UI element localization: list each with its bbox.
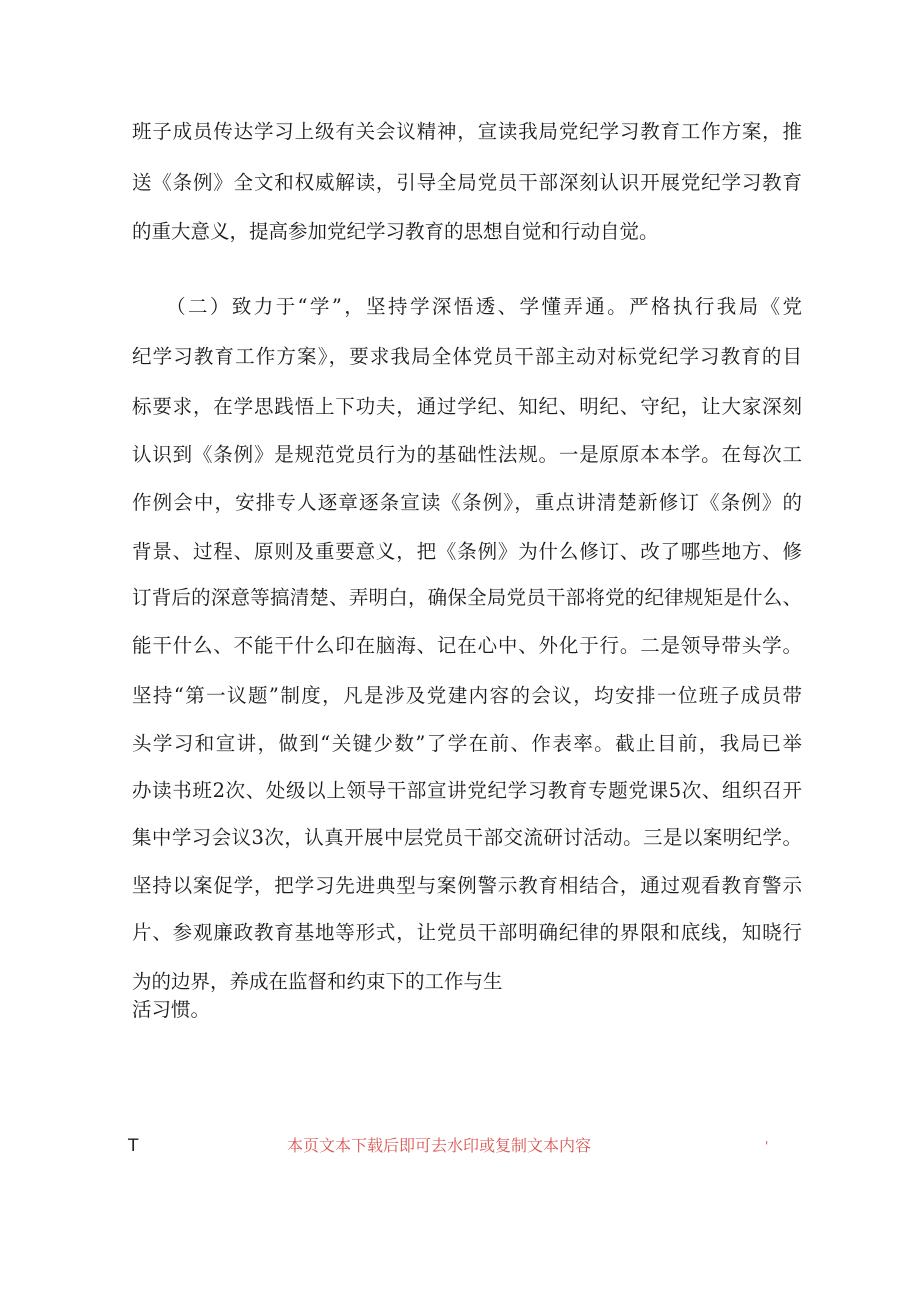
body-line-9: 背景、过程、原则及重要意义，把《条例》为什么修订、改了哪些地方、修 [132, 540, 802, 563]
body-line-11: 能干什么、不能干什么印在脑海、记在心中、外化于行。二是领导带头学。 [132, 634, 802, 657]
watermark-notice: 本页文本下载后即可去水印或复制文本内容 [287, 1136, 592, 1155]
body-line-15: 集中学习会议3次，认真开展中层党员干部交流研讨活动。三是以案明纪学。 [132, 826, 802, 849]
body-line-1: 班子成员传达学习上级有关会议精神，宣读我局党纪学习教育工作方案，推 [132, 120, 802, 143]
body-line-2: 送《条例》全文和权威解读，引导全局党员干部深刻认识开展党纪学习教育 [132, 171, 802, 194]
body-line-14: 办读书班2次、处级以上领导干部宣讲党纪学习教育专题党课5次、组织召开 [132, 779, 802, 802]
body-line-16: 坚持以案促学，把学习先进典型与案例警示教育相结合，通过观看教育警示 [132, 874, 802, 897]
body-line-19: 活习惯。 [132, 998, 211, 1021]
body-line-13: 头学习和宣讲，做到“关键少数”了学在前、作表率。截止目前，我局已举 [132, 732, 802, 755]
body-line-5: 纪学习教育工作方案》，要求我局全体党员干部主动对标党纪学习教育的目 [132, 345, 802, 368]
body-line-7: 认识到《条例》是规范党员行为的基础性法规。一是原原本本学。在每次工 [132, 443, 802, 466]
body-line-6: 标要求，在学思践悟上下功夫，通过学纪、知纪、明纪、守纪，让大家深刻 [132, 395, 802, 418]
footer-left-mark: T [128, 1136, 139, 1156]
body-line-3: 的重大意义，提高参加党纪学习教育的思想自觉和行动自觉。 [132, 220, 659, 243]
body-line-8: 作例会中，安排专人逐章逐条宣读《条例》，重点讲清楚新修订《条例》的 [132, 491, 802, 514]
body-line-17: 片、参观廉政教育基地等形式，让党员干部明确纪律的界限和底线，知晓行 [132, 921, 802, 944]
body-line-10: 订背后的深意等搞清楚、弄明白，确保全局党员干部将党的纪律规矩是什么、 [132, 586, 802, 609]
footer-right-mark: ' [765, 1139, 769, 1153]
body-line-12: 坚持“第一议题”制度，凡是涉及党建内容的会议，均安排一位班子成员带 [132, 684, 802, 707]
body-line-18: 为的边界，养成在监督和约束下的工作与生 [132, 970, 503, 993]
body-line-4: （二）致力于“学”，坚持学深悟透、学懂弄通。严格执行我局《党 [132, 295, 802, 318]
